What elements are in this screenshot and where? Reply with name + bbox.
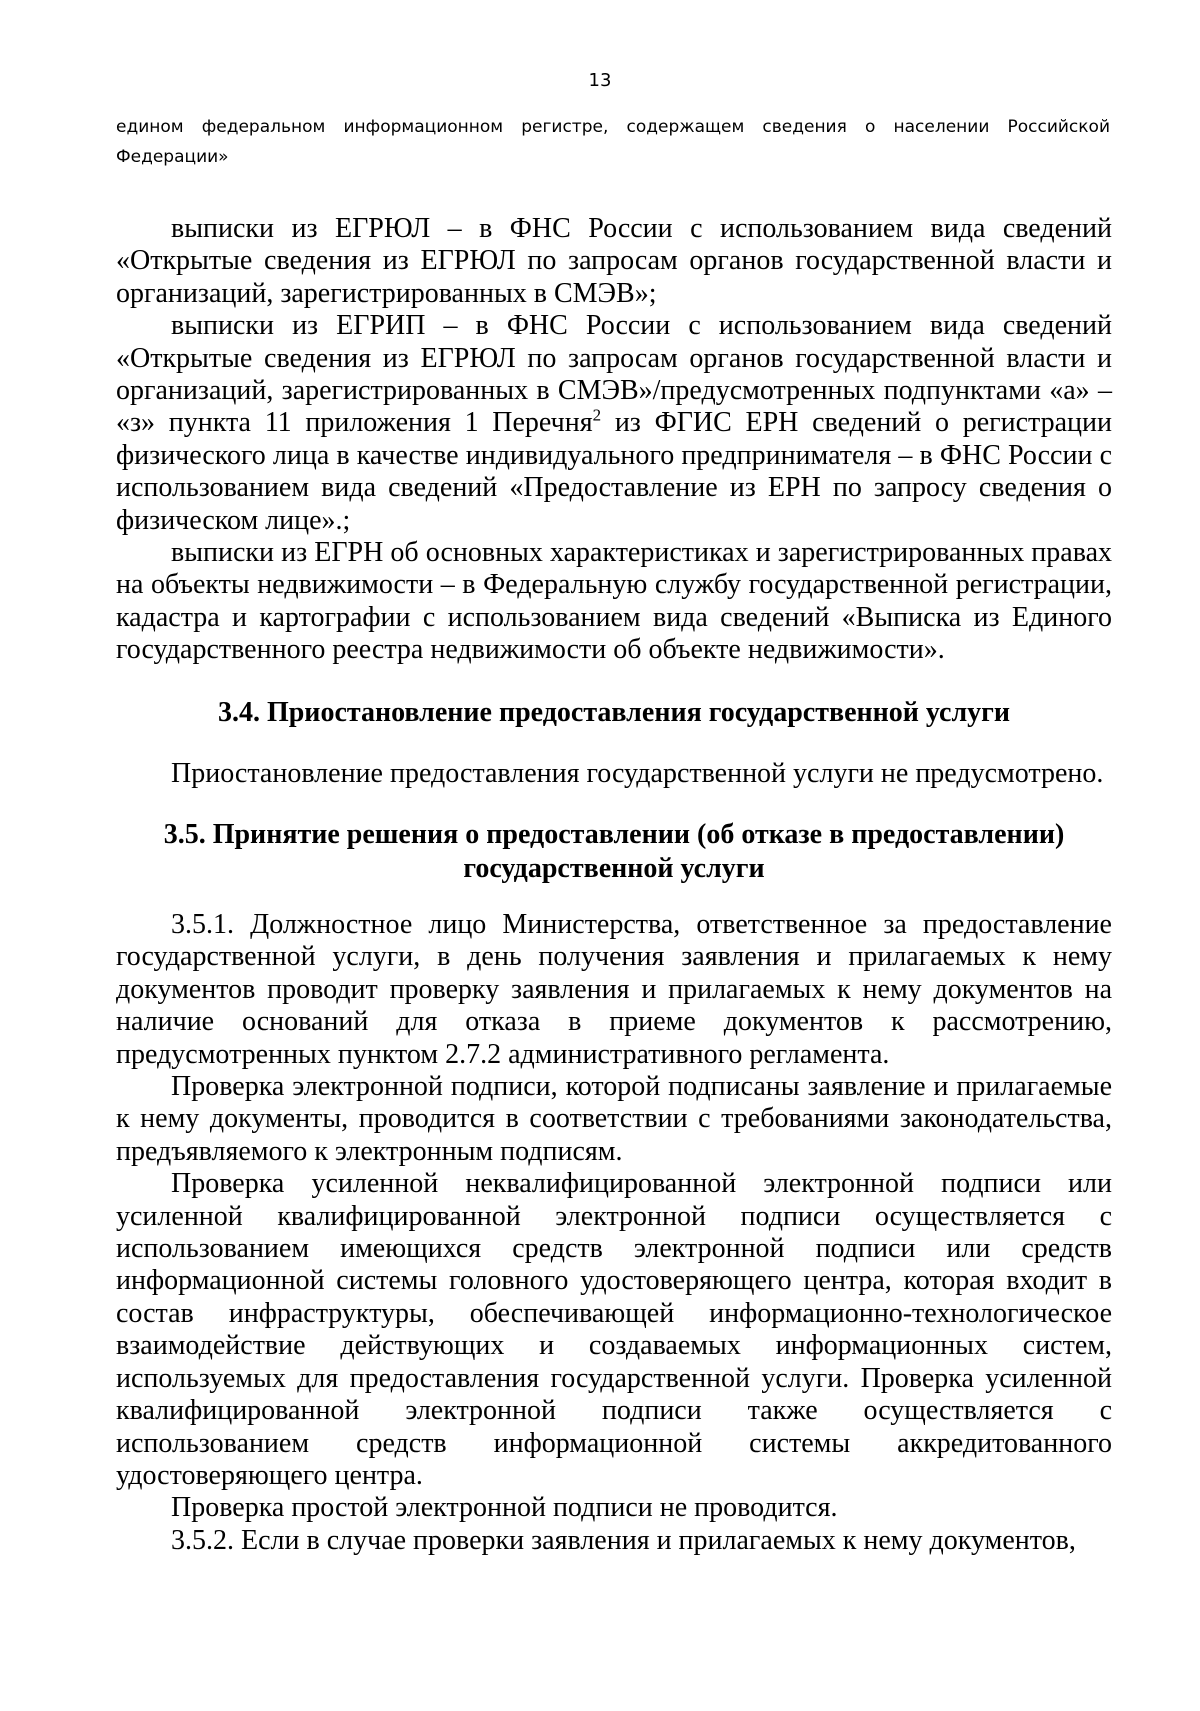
paragraph-3-5-1: 3.5.1. Должностное лицо Министерства, ответственное за предоставление государственной услуги, в день получения заявления и прилагаемых к нему документов проводит проверку заявления и прилагаемых к нему документов на наличие оснований для отказа в приеме документов к рассмотрению, предусмотренных пунктом 2.7.2 административного регламента.: [116, 909, 1112, 1070]
section-3-5-heading-line2: государственной услуги: [463, 853, 765, 884]
list-item-egrip: [116, 310, 1112, 537]
egrip-text-part2: из ФГИС ЕРН сведений о регистрации физического лица в качестве индивидуального предпринимателя – в ФНС России с использованием вида сведений «Предоставление из ЕРН по запросу сведения о физическом лице».;: [116, 407, 1112, 536]
paragraph-simple-signature: Проверка простой электронной подписи не проводится.: [171, 1492, 838, 1524]
section-3-5-heading-line1: 3.5. Принятие решения о предоставлении (об отказе в предоставлении): [163, 819, 1065, 850]
paragraph-signature-check: Проверка электронной подписи, которой подписаны заявление и прилагаемые к нему документы, проводится в соответствии с требованиями законодательства, предъявляемого к электронным подписям.: [116, 1071, 1112, 1167]
paragraph-enhanced-signature-check: Проверка усиленной неквалифицированной электронной подписи или усиленной квалифицированной электронной подписи осуществляется с использованием имеющихся средств электронной подписи или средств информационной системы головного удостоверяющего центра, которая входит в состав инфраструктуры, обеспечивающей информационно-технологическое взаимодействие действующих и создаваемых информационных систем, используемых для предоставления государственной услуги. Проверка усиленной квалифицированной электронной подписи также осуществляется с использованием средств информационной системы аккредитованного удостоверяющего центра.: [116, 1168, 1112, 1491]
page-number: 13: [588, 70, 612, 91]
footnote-continuation: едином федеральном информационном регистре, содержащем сведения о населении Российской Федерации»: [116, 117, 1110, 167]
section-3-5-body: [116, 909, 1112, 1557]
paragraph-3-5-2: 3.5.2. Если в случае проверки заявления и прилагаемых к нему документов,: [171, 1524, 1076, 1556]
list-item-egrn: выписки из ЕГРН об основных характеристиках и зарегистрированных правах на объекты недвижимости – в Федеральную службу государственной регистрации, кадастра и картографии с использованием вида сведений «Выписка из Единого государственного реестра недвижимости об объекте недвижимости».: [116, 537, 1112, 666]
section-3-5-heading: [116, 818, 1112, 886]
egrip-text-part1: выписки из ЕГРИП – в ФНС России с использованием вида сведений «Открытые сведения из ЕГРЮЛ по запросам органов государственной власти и организаций, зарегистрированных в СМЭВ»/предусмотренных подпунктами «а» – «з» пункта 11 приложения 1 Перечня: [116, 310, 1112, 439]
section-3-4-heading: 3.4. Приостановление предоставления государственной услуги: [217, 697, 1011, 728]
section-3-4-text: Приостановление предоставления государственной услуги не предусмотрено.: [171, 758, 1104, 789]
section-3-3-list: [116, 213, 1112, 667]
list-item-egrul: выписки из ЕГРЮЛ – в ФНС России с использованием вида сведений «Открытые сведения из ЕГРЮЛ по запросам органов государственной власти и организаций, зарегистрированных в СМЭВ»;: [116, 213, 1112, 309]
footnote-ref: 2: [592, 406, 602, 426]
section-3-4-body: [116, 758, 1112, 790]
